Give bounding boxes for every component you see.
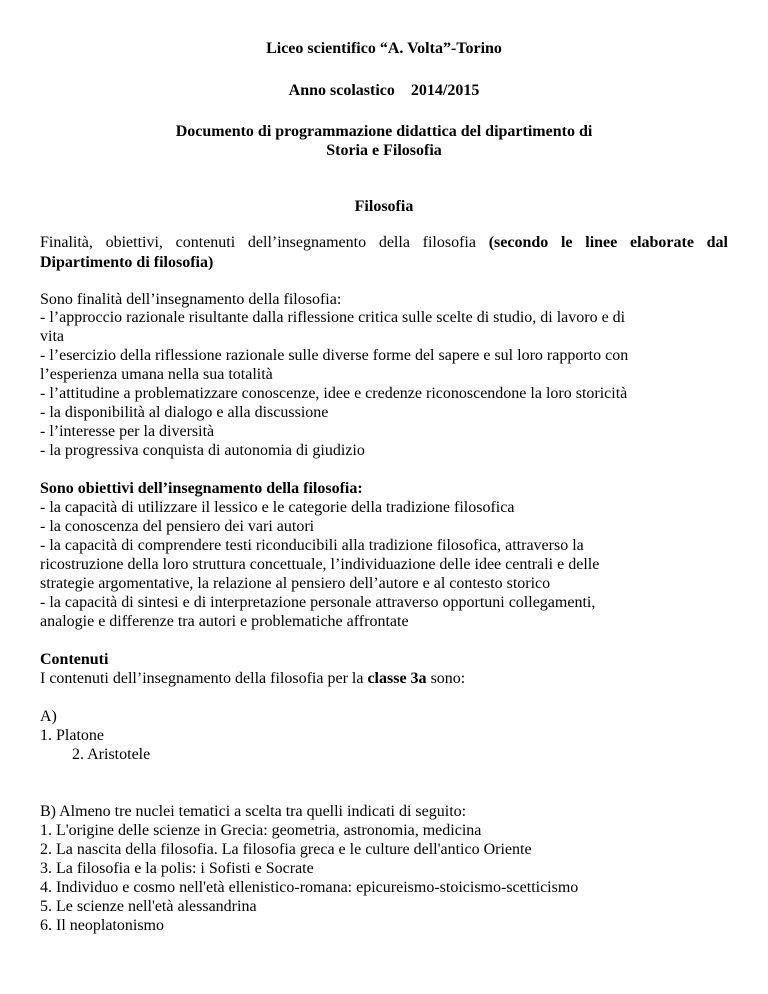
finalita-heading: Sono finalità dell’insegnamento della filosofia: [40, 291, 342, 308]
finalita-line: - la disponibilità al dialogo e alla discussione [40, 404, 329, 421]
intro-bold-text: (secondo le linee elaborate dal Dipartimento di filosofia) [40, 234, 729, 271]
obiettivi-line: ricostruzione della loro struttura concettuale, l’individuazione delle idee centrali e delle [40, 556, 600, 573]
part-a-item: 2. Aristotele [72, 746, 151, 763]
contenuti-heading: Contenuti [40, 651, 109, 668]
part-a-label: A) [40, 708, 57, 725]
part-b-label: B) Almeno tre nuclei tematici a scelta tra quelli indicati di seguito: [40, 803, 467, 820]
intro-text: Finalità, obiettivi, contenuti dell’insegnamento della filosofia [40, 234, 476, 251]
obiettivi-line: - la capacità di sintesi e di interpretazione personale attraverso opportuni collegamenti, [40, 594, 596, 611]
part-b-item: 4. Individuo e cosmo nell'età ellenistico-romana: epicureismo-stoicismo-scetticismo [40, 879, 579, 896]
school-year-value: 2014/2015 [410, 82, 480, 99]
intro-paragraph [40, 233, 728, 273]
part-b-item: 1. L'origine delle scienze in Grecia: geometria, astronomia, medicina [40, 822, 482, 839]
document-title-line1: Documento di programmazione didattica del dipartimento di [175, 123, 593, 140]
part-b-item: 5. Le scienze nell'età alessandrina [40, 898, 257, 915]
obiettivi-line: strategie argomentative, la relazione al pensiero dell’autore e al contesto storico [40, 575, 551, 592]
section-title: Filosofia [354, 198, 414, 215]
contenuti-class-label: classe 3a [367, 670, 427, 687]
contenuti-intro [40, 669, 465, 689]
finalita-line: - l’esercizio della riflessione razionale sulle diverse forme del sapere e sul loro rapporto con [40, 347, 629, 364]
finalita-line: - l’attitudine a problematizzare conoscenze, idee e credenze riconoscendone la loro storicità [40, 385, 628, 402]
school-year [0, 81, 768, 101]
school-year-label: Anno scolastico [288, 82, 395, 99]
obiettivi-line: analogie e differenze tra autori e problematiche affrontate [40, 613, 409, 630]
finalita-line: - la progressiva conquista di autonomia di giudizio [40, 442, 365, 459]
school-name: Liceo scientifico “A. Volta”-Torino [266, 40, 502, 57]
part-b-item: 2. La nascita della filosofia. La filosofia greca e le culture dell'antico Oriente [40, 841, 532, 858]
contenuti-intro-text: I contenuti dell’insegnamento della filosofia per la [40, 670, 364, 687]
part-b-item: 6. Il neoplatonismo [40, 917, 164, 934]
part-a-item: 1. Platone [40, 727, 104, 744]
contenuti-intro-end: sono: [430, 670, 466, 687]
obiettivi-heading: Sono obiettivi dell’insegnamento della filosofia: [40, 480, 363, 497]
obiettivi-line: - la capacità di utilizzare il lessico e le categorie della tradizione filosofica [40, 499, 515, 516]
obiettivi-line: - la conoscenza del pensiero dei vari autori [40, 518, 315, 535]
document-title-line2: Storia e Filosofia [326, 142, 442, 159]
finalita-line: vita [40, 328, 64, 345]
finalita-line: l’esperienza umana nella sua totalità [40, 366, 273, 383]
finalita-line: - l’approccio razionale risultante dalla riflessione critica sulle scelte di studio, di lavoro e di [40, 309, 626, 326]
finalita-line: - l’interesse per la diversità [40, 423, 215, 440]
part-b-item: 3. La filosofia e la polis: i Sofisti e Socrate [40, 860, 314, 877]
obiettivi-line: - la capacità di comprendere testi riconducibili alla tradizione filosofica, attraverso la [40, 537, 584, 554]
